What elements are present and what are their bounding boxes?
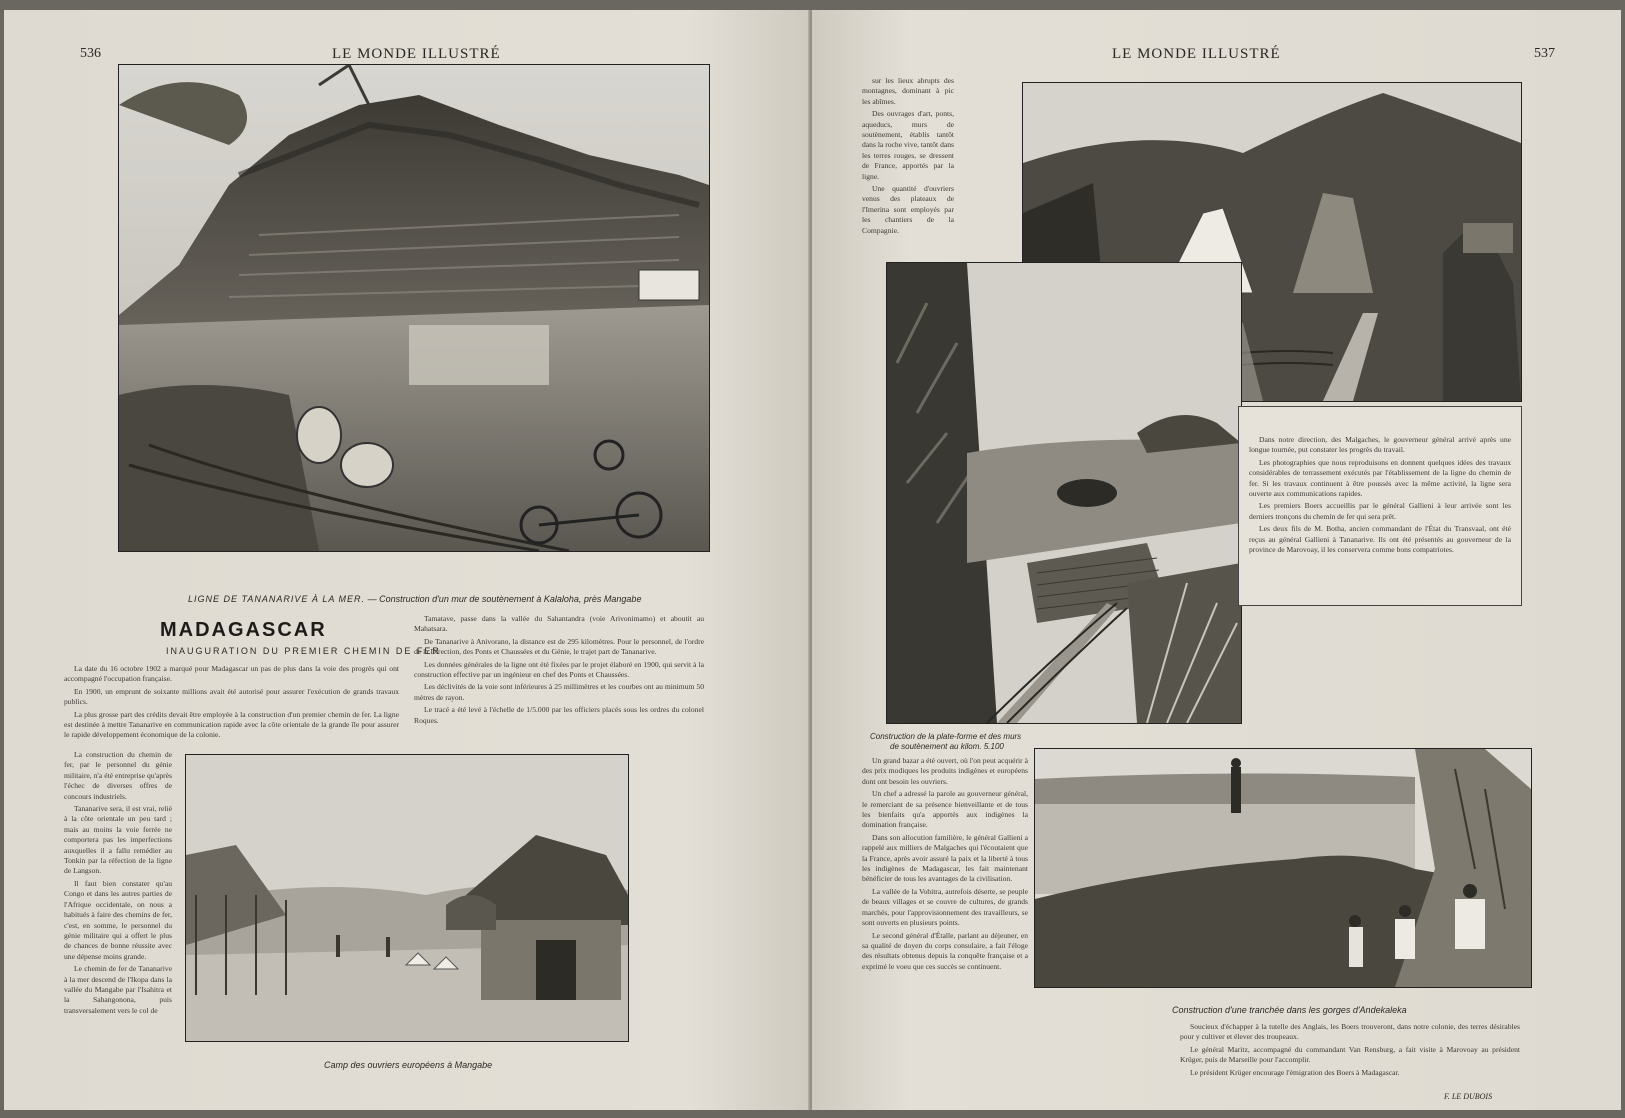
photo1-caption-text: — Construction d'un mur de soutènement à Kalaloha, près Mangabe (367, 594, 642, 604)
article-title: MADAGASCAR (160, 619, 327, 641)
photo-retaining-walls (886, 262, 1242, 724)
paragraph: Tananarive sera, il est vrai, relié à la côte orientale un peu tard ; mais au moins la voie ferrée ne comportera pas les imperfections auxquelles il a fallu remédier au Tonkin par la réfection de la ligne de Langson. (64, 804, 172, 876)
paragraph: Le tracé a été levé à l'échelle de 1/5.000 par les officiers placés sous les ordres du colonel Roques. (414, 705, 704, 725)
paragraph: Il faut bien constater qu'au Congo et dans les autres parties de l'Afrique occidentale, on nous a habitués à faire des chemins de fer, c'est, en somme, le personnel du génie militaire qui a offert le plus de chances de bonne réussite avec une dépense moins grande. (64, 878, 172, 961)
paragraph: Les déclivités de la voie sont inférieures à 25 millimètres et les courbes ont au minimum 50 mètres de rayon. (414, 682, 704, 702)
paragraph: La vallée de la Vohitra, autrefois déserte, se peuple de beaux villages et se couvre de cultures, de grands marchés, pour l'approvisionnement des travailleurs, se sont ouverts en plusieurs points. (862, 886, 1028, 928)
paragraph: Le général Maritz, accompagné du commandant Van Rensburg, a fait visite à Marovoay au président Krüger, puis de Marseille pour l'accomplir. (1180, 1044, 1520, 1065)
paragraph: Des ouvrages d'art, ponts, aqueducs, murs de soutènement, établis tantôt dans la roche vive, tantôt dans les terres rouges, se dressent de France, apportés par la ligne. (862, 109, 954, 181)
paragraph: En 1900, un emprunt de soixante millions avait été autorisé pour assurer l'exécution de grands travaux publics. (64, 686, 399, 707)
paragraph: sur les lieux abrupts des montagnes, dominant à pic les abîmes. (862, 76, 954, 106)
paragraph: Un chef a adressé la parole au gouverneur général, le remerciant de sa présence bienveillante et de tous les bienfaits qu'a apportés aux indigènes la domination française. (862, 789, 1028, 830)
paragraph: Une quantité d'ouvriers venus des plateaux de l'Imerina sont employés par les chantiers de la Compagnie. (862, 184, 954, 235)
running-head-left: LE MONDE ILLUSTRÉ (332, 46, 501, 62)
page-number-left: 536 (80, 46, 101, 61)
article-subtitle: INAUGURATION DU PREMIER CHEMIN DE FER (166, 646, 441, 656)
magazine-spread (4, 10, 1621, 1110)
right-page (812, 10, 1621, 1110)
boxed-text (1249, 435, 1511, 599)
paragraph: Les premiers Boers accueillis par le général Gallieni à leur arrivée sont les derniers tronçons du chemin de fer qui sera prêt. (1249, 501, 1511, 521)
paragraph: La date du 16 octobre 1902 a marqué pour Madagascar un pas de plus dans la voie des progrès qui ont accompagné l'occupation française. (64, 664, 399, 684)
paragraph: La plus grosse part des crédits devait être employée à la construction d'un premier chemin de fer. La ligne est destinée à mettre Tananarive en communication rapide avec la côte orientale de la grande île pour assurer le rapide développement économique de la colonie. (64, 709, 399, 740)
article-signature: F. LE DUBOIS (1444, 1092, 1493, 1101)
paragraph: Un grand bazar a été ouvert, où l'on peut acquérir à des prix modiques les produits indigènes et européens dont ont besoin les ouvriers. (862, 756, 1028, 786)
paragraph: De Tananarive à Anivorano, la distance est de 295 kilomètres. Pour le personnel, de l'ordre de la Direction, des Ponts et Chaussées et du Génie, le trajet part de Tananarive. (414, 636, 704, 657)
paragraph: Le président Krüger encourage l'émigration des Boers à Madagascar. (1190, 1067, 1400, 1077)
photo-workers-camp (185, 754, 629, 1042)
paragraph: Dans son allocution familière, le général Gallieni a rappelé aux milliers de Malgaches qui l'écoutaient que la France, après avoir assuré la paix et la liberté à tous les indigènes de Madagascar, les fait maintenant bénéficier de tous les avantages de la civilisation. (862, 832, 1028, 884)
paragraph: Les photographies que nous reproduisons en donnent quelques idées des travaux considérables de terrassement exécutés par l'établissement de la ligne du chemin de fer. Si les travaux continuent à être poussés avec la même activité, la ligne sera ouverte aux communications rapides. (1249, 457, 1511, 499)
paragraph: Tamatave, passe dans la vallée du Sahantandra (voie Arivonimamo) et aboutit au Mahatsara. (414, 614, 704, 634)
photo4-caption-line2: de soutènement au kilom. 5.100 (890, 742, 1004, 751)
paragraph: Soucieux d'échapper à la tutelle des Anglais, les Boers trouveront, dans notre colonie, des terres désirables pour y cultiver et élever des troupeaux. (1180, 1022, 1520, 1042)
photo5-caption: Construction d'une tranchée dans les gorges d'Andekaleka (1172, 1005, 1407, 1015)
photo-retaining-wall (118, 64, 710, 552)
right-top-col (862, 76, 954, 244)
left-page (4, 10, 810, 1110)
photo1-caption-title: LIGNE DE TANANARIVE À LA MER. (188, 594, 366, 604)
photo-trench (1034, 748, 1532, 988)
paragraph: Le second général d'Étalle, parlant au déjeuner, en sa qualité de doyen du corps consulaire, a fait l'éloge des résultats obtenus depuis la conquête française et a exprimé le voeu que ces succès se continuent. (862, 930, 1028, 971)
right-bottom-left-col (862, 756, 1028, 1102)
boxed-text-frame (1238, 406, 1522, 606)
article-narrow-col (64, 750, 172, 1068)
paragraph: Les données générales de la ligne ont été fixées par le projet élaboré en 1900, qui servit à la construction effective par un ingénieur en chef des Ponts et Chaussées. (414, 659, 704, 680)
paragraph: Le chemin de fer de Tananarive à la mer descend de l'Ikopa dans la vallée du Mangabe par l'Isahitra et la Sahangonona, puis transversalement vers le col de (64, 964, 172, 1015)
right-bottom-right-col (1180, 1022, 1520, 1090)
article-col2 (414, 614, 704, 746)
photo2-caption: Camp des ouvriers européens à Mangabe (324, 1060, 493, 1070)
page-number-right: 537 (1534, 46, 1555, 61)
article-col1 (64, 664, 399, 746)
photo1-caption (188, 594, 641, 604)
paragraph: Dans notre direction, des Malgaches, le gouverneur général arrivé après une longue tournée, put constater les progrès du travail. (1249, 435, 1511, 455)
paragraph: Les deux fils de M. Botha, ancien commandant de l'État du Transvaal, ont été reçus au général Gallieni à Tananarive. Ils ont été présentés au gouverneur de la province de Marovoay, il les conservera comme bons compatriotes. (1249, 524, 1511, 555)
paragraph: La construction du chemin de fer, par le personnel du génie militaire, n'a été entreprise qu'après l'échec de diverses offres de concours industriels. (64, 750, 172, 801)
running-head-right: LE MONDE ILLUSTRÉ (1112, 46, 1281, 62)
photo4-caption-line1: Construction de la plate-forme et des murs (870, 732, 1022, 741)
